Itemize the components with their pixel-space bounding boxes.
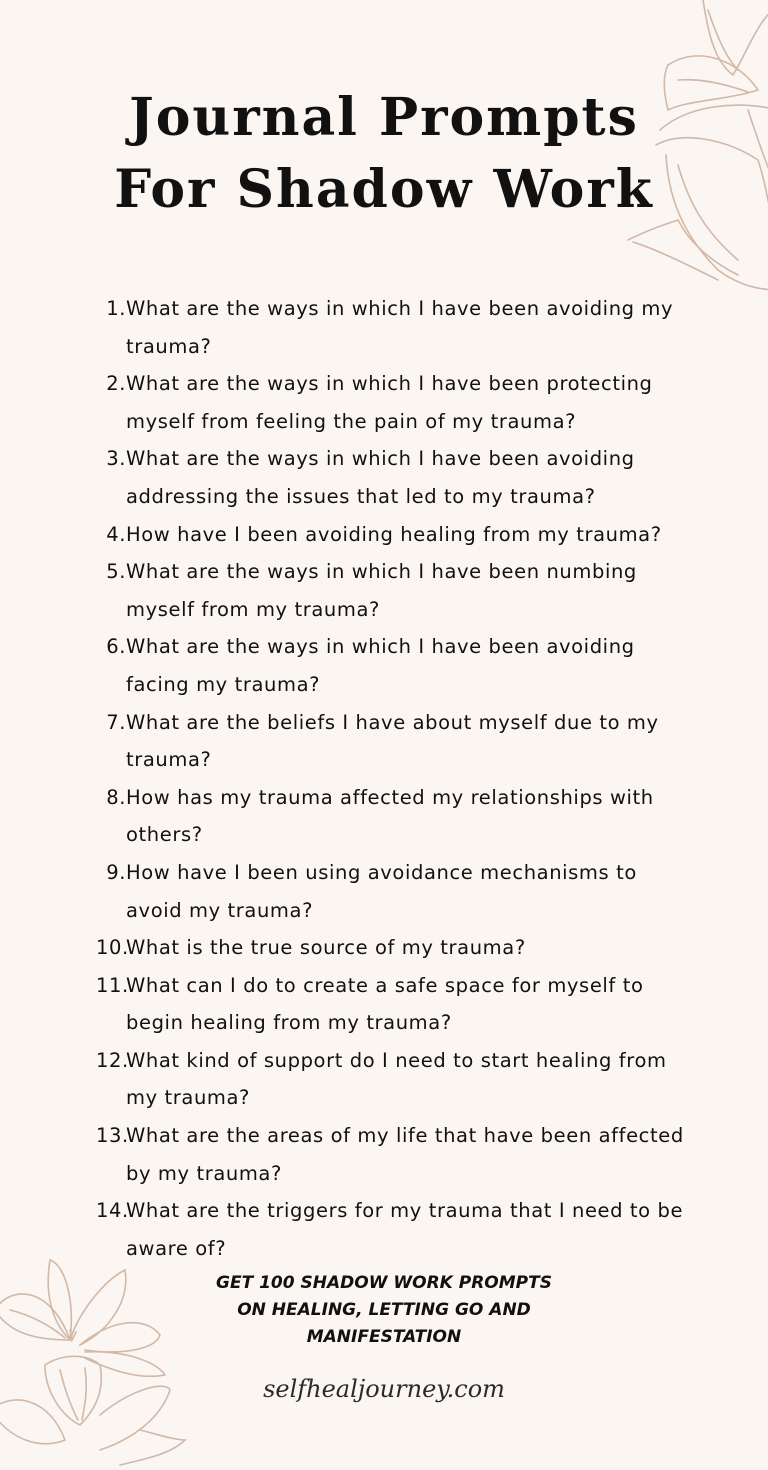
prompt-number: 4. — [106, 522, 126, 546]
prompt-text: What are the areas of my life that have been affected by my trauma? — [126, 1124, 684, 1185]
prompt-number: 3. — [106, 447, 126, 471]
prompt-item — [96, 779, 696, 854]
title-line-2: For Shadow Work — [114, 159, 654, 220]
prompt-item — [96, 516, 696, 554]
prompt-text: What are the ways in which I have been avoiding facing my trauma? — [126, 635, 635, 696]
prompt-item — [96, 1117, 696, 1192]
prompt-text: What kind of support do I need to start healing from my trauma? — [126, 1048, 667, 1110]
call-to-action — [0, 1270, 768, 1351]
cta-line-1: GET 100 SHADOW WORK PROMPTS — [216, 1273, 552, 1293]
prompt-number: 6. — [106, 635, 126, 659]
prompt-number: 14. — [96, 1199, 129, 1223]
prompt-number: 13. — [96, 1124, 129, 1148]
prompt-item — [96, 290, 696, 365]
prompt-number: 8. — [106, 785, 126, 809]
cta-line-3: MANIFESTATION — [306, 1327, 462, 1347]
prompt-text: What are the ways in which I have been numbing myself from my trauma? — [126, 560, 637, 621]
prompt-number: 1. — [106, 297, 126, 320]
prompt-number: 10. — [96, 936, 129, 960]
prompt-item — [96, 1042, 696, 1117]
prompt-text: What are the ways in which I have been protecting myself from feeling the pain of my trauma? — [126, 372, 653, 433]
prompt-number: 11. — [96, 973, 129, 997]
prompt-item — [96, 365, 696, 440]
prompt-number: 2. — [106, 372, 126, 396]
prompt-list — [96, 290, 696, 1267]
prompt-item — [96, 854, 696, 929]
page-title — [0, 82, 768, 226]
prompt-item — [96, 704, 696, 779]
prompt-item — [96, 967, 696, 1042]
prompt-text: What are the beliefs I have about myself due to my trauma? — [126, 710, 659, 772]
prompt-item — [96, 929, 696, 967]
prompt-text: How has my trauma affected my relationships with others? — [126, 785, 654, 847]
prompt-number: 7. — [106, 710, 126, 734]
prompt-text: What is the true source of my trauma? — [126, 936, 526, 960]
cta-line-2: ON HEALING, LETTING GO AND — [237, 1300, 531, 1320]
title-line-1: Journal Prompts — [129, 87, 639, 148]
prompt-number: 9. — [106, 860, 126, 884]
prompt-item — [96, 1192, 696, 1267]
prompt-item — [96, 553, 696, 628]
prompt-text: What are the ways in which I have been avoiding addressing the issues that led to my trauma? — [126, 447, 635, 508]
prompt-text: How have I been avoiding healing from my trauma? — [126, 522, 662, 546]
prompt-text: How have I been using avoidance mechanisms to avoid my trauma? — [126, 860, 637, 922]
prompt-text: What can I do to create a safe space for myself to begin healing from my trauma? — [126, 973, 644, 1035]
prompt-text: What are the ways in which I have been avoiding my trauma? — [126, 297, 674, 358]
prompt-item — [96, 628, 696, 703]
prompt-number: 5. — [106, 560, 126, 584]
prompt-text: What are the triggers for my trauma that I need to be aware of? — [126, 1199, 684, 1260]
prompt-number: 12. — [96, 1048, 129, 1072]
website-url: selfhealjourney.com — [263, 1375, 505, 1403]
prompt-item — [96, 440, 696, 515]
